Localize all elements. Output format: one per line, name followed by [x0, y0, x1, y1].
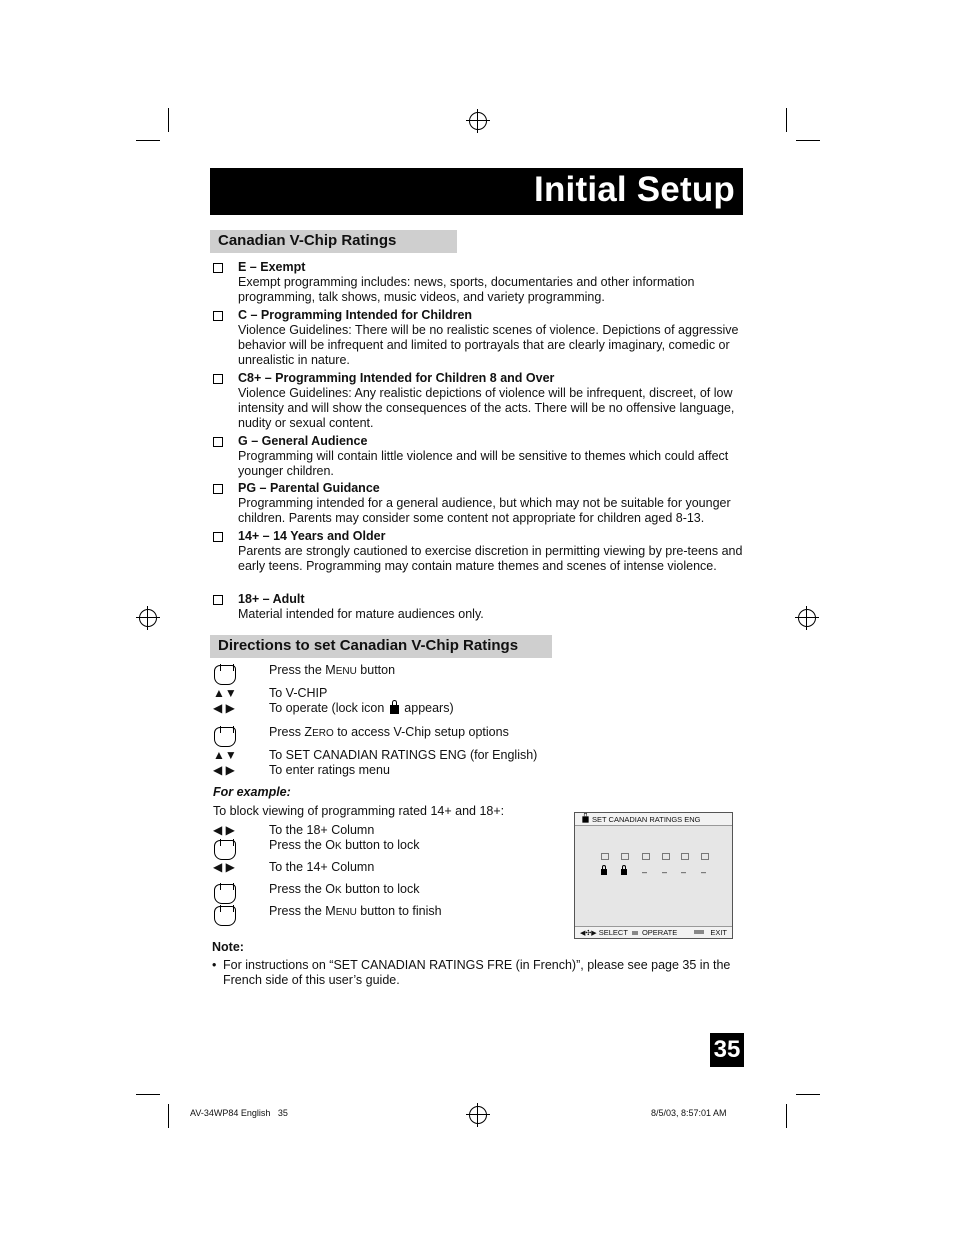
note-label: Note: — [212, 940, 244, 954]
rating-body: Programming will contain little violence and will be sensitive to themes which could affect younger children. — [238, 449, 729, 478]
direction-step: Press the MENU button — [269, 663, 396, 677]
example-step: Press the OK button to lock — [269, 838, 420, 852]
unlocked-dash: – — [662, 867, 668, 877]
hand-press-icon — [214, 884, 236, 904]
rating-body: Parents are strongly cautioned to exercise discretion in permitting viewing by pre-teens and early teens. Programming may contain mature themes and scenes of intense violence. — [238, 544, 743, 573]
direction-step: Press ZERO to access V-Chip setup options — [269, 725, 509, 739]
title-bar — [210, 168, 743, 215]
unlocked-dash: – — [701, 867, 707, 877]
registration-mark-icon — [798, 609, 816, 627]
note-text: For instructions on “SET CANADIAN RATINGS FRE (in French)”, please see page 35 in the French side of this user’s guide. — [223, 958, 731, 987]
crop-mark — [796, 140, 820, 141]
rating-title: 18+ – Adult — [238, 592, 305, 606]
page-number: 35 — [713, 1036, 741, 1063]
section-heading-text: Directions to set Canadian V-Chip Ratings — [218, 637, 519, 654]
osd-header: SET CANADIAN RATINGS ENG — [575, 813, 732, 826]
unlocked-dash: – — [681, 867, 687, 877]
osd-select-label: SELECT — [598, 928, 628, 937]
footer-timestamp: 8/5/03, 8:57:01 AM — [651, 1108, 727, 1118]
rating-title: G – General Audience — [238, 434, 368, 448]
direction-step: To V-CHIP — [269, 686, 328, 700]
osd-footer — [575, 926, 732, 938]
hand-press-icon — [214, 840, 236, 860]
left-right-arrows-icon: ◀ ▶ — [213, 823, 235, 837]
rating-title: E – Exempt — [238, 260, 306, 274]
osd-operate-label: OPERATE — [641, 928, 678, 937]
checkbox-bullet-icon — [213, 484, 223, 494]
rating-column-icon — [601, 853, 609, 860]
checkbox-bullet-icon — [213, 263, 223, 273]
crop-mark — [796, 1094, 820, 1095]
rating-column-icon — [621, 853, 629, 860]
registration-mark-icon — [469, 1106, 487, 1124]
checkbox-bullet-icon — [213, 374, 223, 384]
example-intro: To block viewing of programming rated 14+ and 18+: — [213, 804, 505, 818]
menu-button-icon — [694, 930, 704, 934]
example-step: Press the MENU button to finish — [269, 904, 442, 918]
note-bullet: • — [212, 958, 217, 972]
checkbox-bullet-icon — [213, 437, 223, 447]
direction-step: To operate (lock icon appears) — [269, 701, 454, 715]
left-right-arrows-icon: ◀ ▶ — [213, 860, 235, 874]
section-heading-directions — [210, 635, 552, 658]
left-right-arrows-icon: ◀ ▶ — [213, 763, 235, 777]
footer-file-info: AV-34WP84 English 35 — [190, 1108, 288, 1118]
registration-mark-icon — [469, 112, 487, 130]
direction-step: To enter ratings menu — [269, 763, 390, 777]
example-step: To the 14+ Column — [269, 860, 375, 874]
page-number-badge — [710, 1033, 744, 1067]
checkbox-bullet-icon — [213, 595, 223, 605]
page-title: Initial Setup — [534, 170, 735, 209]
rating-title: C8+ – Programming Intended for Children 8 and Over — [238, 371, 555, 385]
lock-icon — [582, 816, 588, 822]
crop-mark — [136, 140, 160, 141]
crop-mark — [168, 108, 169, 132]
rating-column-icon — [642, 853, 650, 860]
ok-button-icon — [632, 931, 638, 935]
rating-column-icon — [662, 853, 670, 860]
crop-mark — [168, 1104, 169, 1128]
left-right-arrows-icon: ◀ ▶ — [213, 701, 235, 715]
rating-body: Material intended for mature audiences only. — [238, 607, 484, 621]
hand-press-icon — [214, 665, 236, 685]
rating-body: Exempt programming includes: news, sports, documentaries and other information programming, talk shows, music videos, and variety programming. — [238, 275, 695, 304]
section-heading-text: Canadian V-Chip Ratings — [218, 232, 397, 249]
up-down-arrows-icon: ▲▼ — [213, 748, 237, 762]
example-step: Press the OK button to lock — [269, 882, 420, 896]
lock-icon — [390, 705, 399, 714]
rating-title: C – Programming Intended for Children — [238, 308, 473, 322]
lock-icon — [601, 869, 607, 875]
checkbox-bullet-icon — [213, 532, 223, 542]
hand-press-icon — [214, 727, 236, 747]
example-label: For example: — [213, 785, 291, 799]
osd-exit-label: EXIT — [710, 928, 727, 937]
up-down-arrows-icon: ▲▼ — [213, 686, 237, 700]
rating-body: Programming intended for a general audience, but which may not be suitable for younger children. Parents may consider some content not appropriate for children aged 8-13. — [238, 496, 731, 525]
checkbox-bullet-icon — [213, 311, 223, 321]
example-step: To the 18+ Column — [269, 823, 375, 837]
crop-mark — [786, 1104, 787, 1128]
crop-mark — [786, 108, 787, 132]
section-heading-ratings — [210, 230, 457, 253]
lock-icon — [621, 869, 627, 875]
rating-body: Violence Guidelines: Any realistic depictions of violence will be infrequent, discreet, of low intensity and will show the consequences of the acts. There will be no offensive language, nudity or sexual content. — [238, 386, 735, 430]
hand-press-icon — [214, 906, 236, 926]
nav-arrows-icon: ◀✣▶ — [580, 930, 597, 937]
rating-body: Violence Guidelines: There will be no realistic scenes of violence. Depictions of aggressive behavior will be infrequent and limited to portrayals that are clearly imaginary, comedic or unrealistic in nature. — [238, 323, 739, 367]
rating-column-icon — [701, 853, 709, 860]
unlocked-dash: – — [642, 867, 648, 877]
crop-mark — [136, 1094, 160, 1095]
direction-step: To SET CANADIAN RATINGS ENG (for English) — [269, 748, 538, 762]
rating-title: 14+ – 14 Years and Older — [238, 529, 386, 543]
osd-screen — [574, 812, 733, 939]
rating-column-icon — [681, 853, 689, 860]
rating-title: PG – Parental Guidance — [238, 481, 380, 495]
registration-mark-icon — [139, 609, 157, 627]
